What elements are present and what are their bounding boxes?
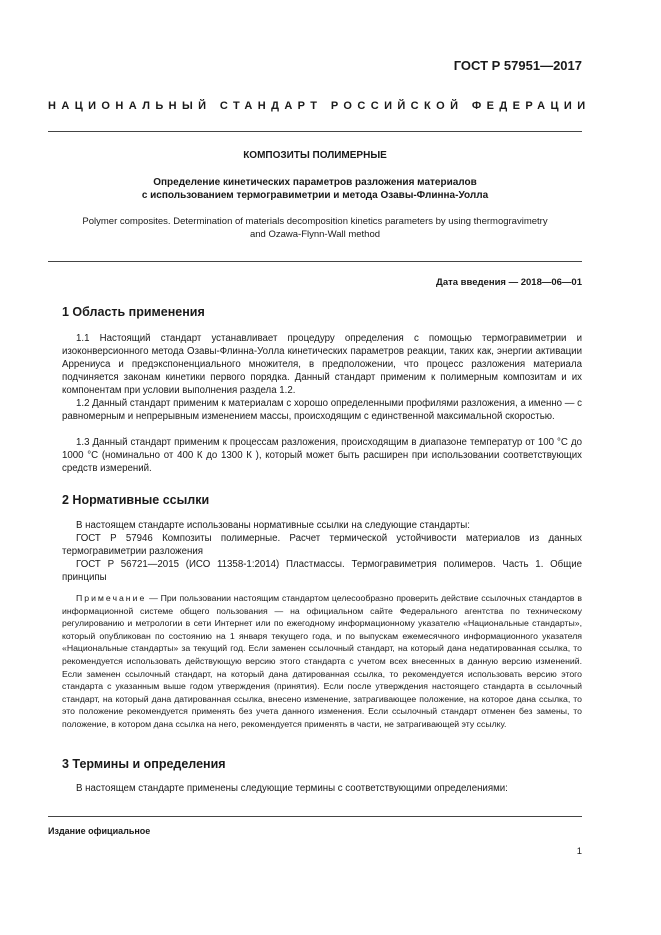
english-title bbox=[48, 215, 582, 241]
section-2-paragraph-1: В настоящем стандарте использованы нормативные ссылки на следующие стандарты: bbox=[76, 520, 470, 531]
english-title-line-1: Polymer composites. Determination of materials decomposition kinetics parameters by using thermogravimetry bbox=[82, 216, 548, 227]
section-2-note bbox=[62, 592, 582, 731]
subtitle-line-2: с использованием термогравиметрии и метода Озавы-Флинна-Уолла bbox=[141, 190, 489, 201]
page-number: 1 bbox=[576, 846, 582, 857]
section-2-paragraph-2: ГОСТ Р 57946 Композиты полимерные. Расчет термической устойчивости материалов из данных термогравиметрии разложения bbox=[62, 533, 582, 557]
title-divider bbox=[48, 261, 582, 262]
english-title-line-2: and Ozawa-Flynn-Wall method bbox=[249, 229, 381, 240]
section-1-paragraph-3: 1.3 Данный стандарт применим к процессам разложения, происходящим в диапазоне температур от 100 °С до 1000 °С (номинально от 400 К до 1300 К ), который может быть расширен при использовании соответствующих средств измерений. bbox=[62, 437, 582, 474]
section-2-heading: 2 Нормативные ссылки bbox=[62, 493, 210, 507]
section-3-heading: 3 Термины и определения bbox=[62, 757, 226, 771]
edition-label: Издание официальное bbox=[48, 826, 151, 836]
national-standard-banner: НАЦИОНАЛЬНЫЙ СТАНДАРТ РОССИЙСКОЙ ФЕДЕРАЦИИ bbox=[48, 100, 591, 112]
document-id: ГОСТ Р 57951—2017 bbox=[453, 58, 582, 73]
header-divider bbox=[48, 131, 582, 132]
section-3-paragraph-1: В настоящем стандарте применены следующие термины с соответствующими определениями: bbox=[76, 783, 508, 794]
introduction-date: Дата введения — 2018—06—01 bbox=[436, 277, 582, 288]
subtitle-line-1: Определение кинетических параметров разложения материалов bbox=[153, 177, 477, 188]
document-subtitle bbox=[48, 176, 582, 202]
note-label: Примечание bbox=[76, 593, 147, 603]
note-text: — При пользовании настоящим стандартом целесообразно проверить действие ссылочных стандартов в информационной системе общего пользования — на официальном сайте Федерального агентства по техническому регулированию и метрологии в сети Интернет или по ежегодному информационному указателю «Национальные стандарты», который опубликован по состоянию на 1 января текущего года, и по выпускам ежемесячного информационного указателя «Национальные стандарты» за текущий год. Если заменен ссылочный стандарт, на который дана недатированная ссылка, то рекомендуется использовать действующую версию этого стандарта с учетом всех внесенных в данную версию изменений. Если заменен ссылочный стандарт, на который дана датированная ссылка, то рекомендуется использовать версию этого стандарта с указанным выше годом утверждения (принятия). Если после утверждения настоящего стандарта в ссылочный стандарт, на который дана датированная ссылка, внесено изменение, затрагивающее положение, на которое дана ссылка, то это положение рекомендуется применять без учета данного изменения. Если ссылочный стандарт отменен без замены, то положение, в котором дана ссылка на него, рекомендуется применять в части, не затрагивающей эту ссылку. bbox=[62, 593, 582, 729]
document-title: КОМПОЗИТЫ ПОЛИМЕРНЫЕ bbox=[243, 150, 387, 161]
section-1-paragraph-1: 1.1 Настоящий стандарт устанавливает процедуру определения с помощью термогравиметрии и изоконверсионного метода Озавы-Флинна-Уолла кинетических параметров реакции, таких как, энергии активации Аррениуса и предэкспоненциального множителя, в предположении, что процесс разложения материала подчиняется законам кинетики первого порядка. Данный стандарт применим к полимерным композитам и их компонентам при условии выполнения раздела 1.2. bbox=[62, 333, 582, 396]
section-2-paragraph-3: ГОСТ Р 56721—2015 (ИСО 11358-1:2014) Пластмассы. Термогравиметрия полимеров. Часть 1. Общие принципы bbox=[62, 559, 582, 583]
section-1-heading: 1 Область применения bbox=[62, 305, 205, 319]
footer-divider bbox=[48, 816, 582, 817]
section-1-paragraph-2: 1.2 Данный стандарт применим к материалам с хорошо определенными профилями разложения, а именно — с равномерным и непрерывным изменением массы, происходящим с единственной максимальной скоростью. bbox=[62, 398, 582, 422]
